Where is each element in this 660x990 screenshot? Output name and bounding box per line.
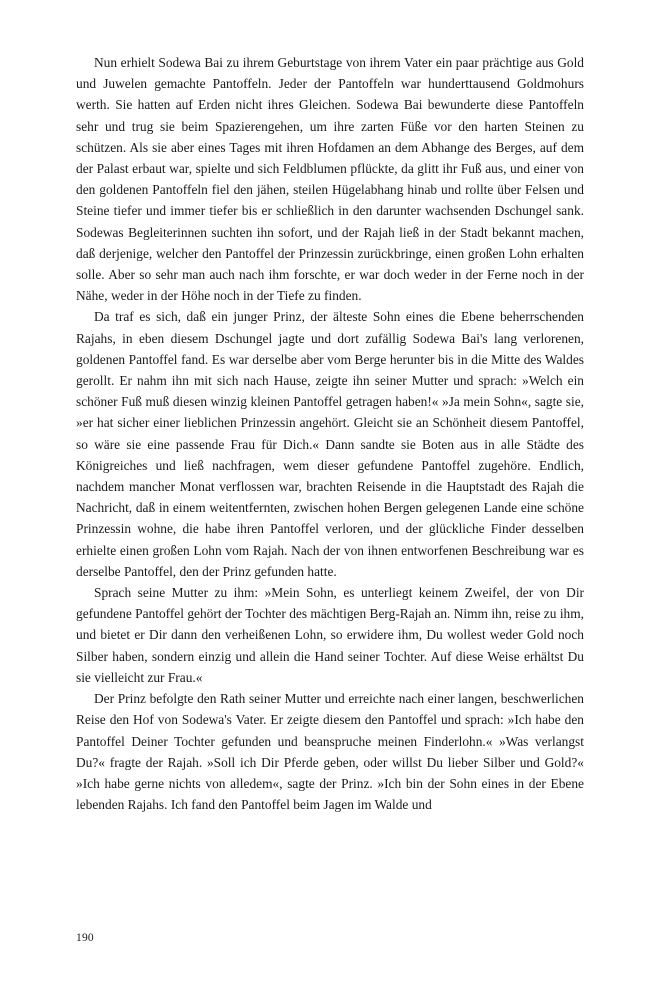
paragraph: Sprach seine Mutter zu ihm: »Mein Sohn, es unterliegt keinem Zweifel, der von Dir gefundene Pantoffel gehört der Tochter des mächtigen Berg-Rajah an. Nimm ihn, reise zu ihm, und bietet er Dir dann den verheißenen Lohn, so erwidere ihm, Du wollest weder Gold noch Silber haben, sondern einzig und allein die Hand seiner Tochter. Auf diese Weise erhältst Du sie vielleicht zur Frau.« — [76, 585, 584, 685]
paragraph: Der Prinz befolgte den Rath seiner Mutter und erreichte nach einer langen, beschwerlichen Reise den Hof von Sodewa's Vater. Er zeigte diesem den Pantoffel und sprach: »Ich habe den Pantoffel Deiner Tochter gefunden und beanspruche meinen Finderlohn.« »Was verlangst Du?« fragte der Rajah. »Soll ich Dir Pferde geben, oder willst Du lieber Silber und Gold?« »Ich habe gerne nichts von alledem«, sagte der Prinz. »Ich bin der Sohn eines in der Ebene lebenden Rajahs. Ich fand den Pantoffel beim Jagen im Walde und — [76, 691, 584, 813]
paragraph: Nun erhielt Sodewa Bai zu ihrem Geburtstage von ihrem Vater ein paar prächtige aus Gold und Juwelen gemachte Pantoffeln. Jeder der Pantoffeln war hunderttausend Goldmohurs werth. Sie hatten auf Erden nicht ihres Gleichen. Sodewa Bai bewunderte diese Pantoffeln sehr und trug sie beim Spazierengehen, um ihre zarten Füße vor den harten Steinen zu schützen. Als sie aber eines Tages mit ihren Hofdamen an dem Abhange des Berges, auf dem der Palast erbaut war, spielte und sich Feldblumen pflückte, da glitt ihr Fuß aus, und einer von den goldenen Pantoffeln fiel den jähen, steilen Hügelabhang hinab und rollte über Felsen und Steine tiefer und immer tiefer bis er schließlich in den darunter wachsenden Dschungel sank. Sodewas Begleiterinnen suchten ihn sofort, und der Rajah ließ in der Stadt bekannt machen, daß derjenige, welcher den Pantoffel der Prinzessin zurückbringe, einen großen Lohn erhalten solle. Aber so sehr man auch nach ihm forschte, er war doch weder in der Ferne noch in der Nähe, weder in der Höhe noch in der Tiefe zu finden. — [76, 55, 584, 304]
page-number: 190 — [76, 932, 94, 944]
body-text — [76, 52, 584, 815]
paragraph: Da traf es sich, daß ein junger Prinz, der älteste Sohn eines die Ebene beherrschenden Rajahs, in eben diesem Dschungel jagte und dort zufällig Sodewa Bai's lang verlorenen, goldenen Pantoffel fand. Es war derselbe aber vom Berge herunter bis in die Mitte des Waldes gerollt. Er nahm ihn mit sich nach Hause, zeigte ihn seiner Mutter und sprach: »Welch ein schöner Fuß muß diesen winzig kleinen Pantoffel getragen haben!« »Ja mein Sohn«, sagte sie, »er hat sicher einer lieblichen Prinzessin angehört. Gleicht sie an Schönheit diesem Pantoffel, so wäre sie eine passende Frau für Dich.« Dann sandte sie Boten aus in alle Städte des Königreiches und ließ nachfragen, wem dieser gefundene Pantoffel zugehöre. Endlich, nachdem mancher Monat verflossen war, brachten Reisende in die Hauptstadt des Rajah die Nachricht, daß in einem weitentfernten, zwischen hohen Bergen gelegenen Lande eine schöne Prinzessin wohne, die habe ihren Pantoffel verloren, und der glückliche Finder desselben erhielte einen großen Lohn vom Rajah. Nach der von ihnen entworfenen Beschreibung war es derselbe Pantoffel, den der Prinz gefunden hatte. — [76, 309, 584, 579]
